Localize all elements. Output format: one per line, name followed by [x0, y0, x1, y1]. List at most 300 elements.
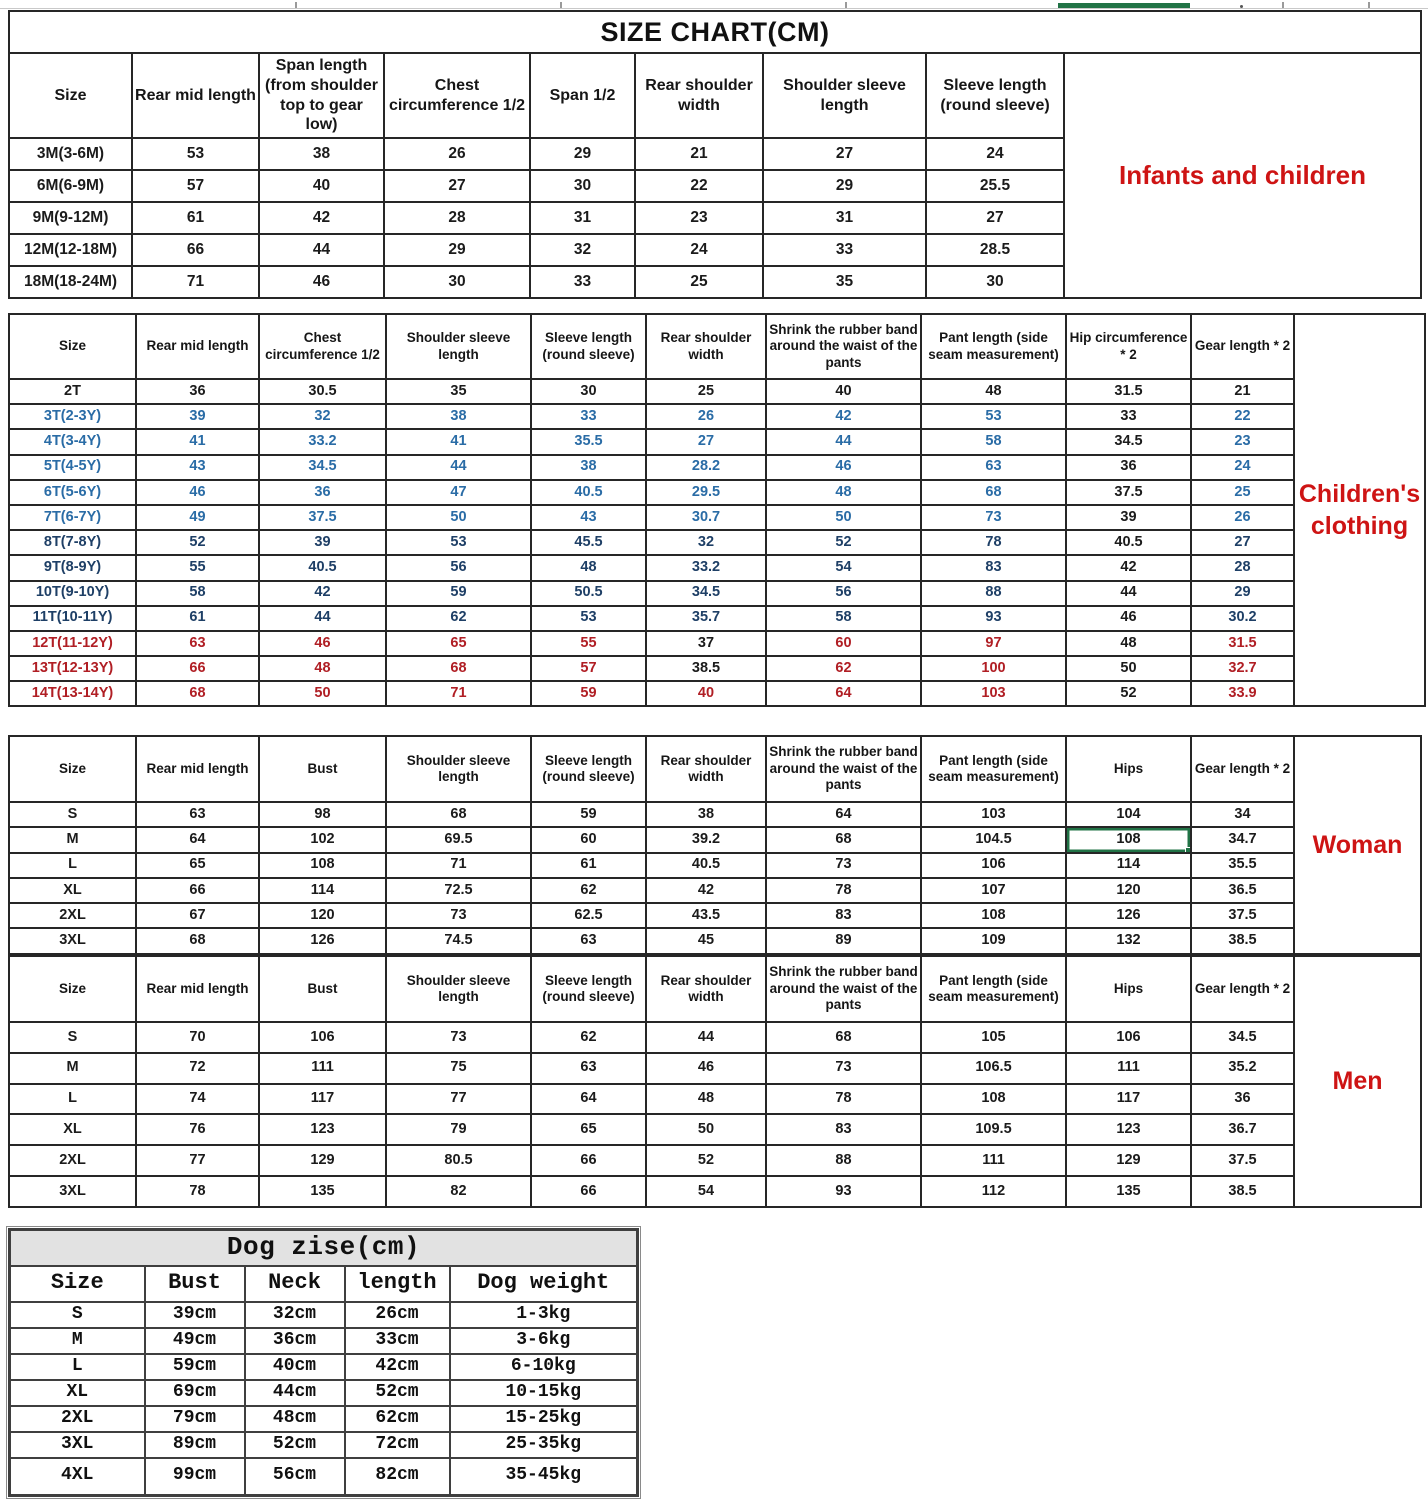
data-cell: 37 — [646, 631, 766, 656]
data-cell: 89 — [766, 928, 921, 953]
data-cell: 99cm — [145, 1458, 245, 1496]
data-cell: 1-3kg — [450, 1302, 638, 1328]
data-cell: 28.5 — [926, 234, 1064, 266]
data-cell: 68 — [386, 802, 531, 827]
table-row — [9, 530, 1425, 555]
header-row — [9, 956, 1421, 1022]
size-cell: 5T(4-5Y) — [9, 455, 136, 480]
data-cell: 33 — [530, 266, 635, 298]
data-cell: 59cm — [145, 1354, 245, 1380]
data-cell: 32cm — [245, 1302, 345, 1328]
column-header-cell: Rear shoulder width — [635, 53, 763, 138]
table-row — [9, 878, 1421, 903]
data-cell: 26 — [646, 404, 766, 429]
data-cell: 28 — [384, 202, 530, 234]
data-cell: 68 — [766, 827, 921, 852]
data-cell: 44 — [1066, 581, 1191, 606]
data-cell: 109 — [921, 928, 1066, 953]
data-cell: 35 — [386, 379, 531, 404]
table-row — [9, 480, 1425, 505]
data-cell: 106.5 — [921, 1053, 1066, 1084]
size-cell: 6T(5-6Y) — [9, 480, 136, 505]
data-cell: 29 — [384, 234, 530, 266]
header-row — [10, 1266, 638, 1302]
table-row — [10, 1354, 638, 1380]
data-cell: 78 — [136, 1176, 259, 1207]
data-cell: 38 — [531, 455, 646, 480]
data-cell: 36cm — [245, 1328, 345, 1354]
data-cell: 104 — [1066, 802, 1191, 827]
data-cell: 45.5 — [531, 530, 646, 555]
data-cell: 40.5 — [259, 555, 386, 580]
data-cell: 64 — [766, 681, 921, 706]
data-cell: 80.5 — [386, 1145, 531, 1176]
data-cell: 27 — [926, 202, 1064, 234]
column-gridline-tick — [1282, 2, 1284, 8]
group-label-men: Men — [1294, 956, 1421, 1207]
table-title-dog: Dog zise(cm) — [10, 1230, 638, 1266]
data-cell: 64 — [136, 827, 259, 852]
data-cell: 48 — [921, 379, 1066, 404]
size-cell: XL — [10, 1380, 145, 1406]
column-header-cell: Shoulder sleeve length — [386, 736, 531, 802]
data-cell: 114 — [259, 878, 386, 903]
size-cell: 10T(9-10Y) — [9, 581, 136, 606]
data-cell: 38 — [259, 138, 384, 170]
data-cell: 65 — [386, 631, 531, 656]
data-cell: 24 — [1191, 455, 1294, 480]
data-cell: 48 — [531, 555, 646, 580]
size-cell: 3T(2-3Y) — [9, 404, 136, 429]
data-cell: 106 — [259, 1022, 386, 1053]
column-header-cell: Size — [9, 956, 136, 1022]
size-cell: 6M(6-9M) — [9, 170, 132, 202]
data-cell: 36 — [1066, 455, 1191, 480]
size-cell: 2T — [9, 379, 136, 404]
data-cell: 76 — [136, 1114, 259, 1145]
data-cell: 46 — [136, 480, 259, 505]
column-header-cell: Sleeve length (round sleeve) — [531, 956, 646, 1022]
data-cell: 26cm — [345, 1302, 450, 1328]
data-cell: 15-25kg — [450, 1406, 638, 1432]
table-row — [10, 1406, 638, 1432]
data-cell: 126 — [1066, 903, 1191, 928]
size-cell: S — [10, 1302, 145, 1328]
table-row — [9, 1084, 1421, 1115]
data-cell: 78 — [766, 878, 921, 903]
data-cell: 39 — [259, 530, 386, 555]
data-cell: 44 — [259, 234, 384, 266]
data-cell: 39 — [136, 404, 259, 429]
table-row — [9, 1022, 1421, 1053]
table-row — [9, 1176, 1421, 1207]
data-cell: 129 — [1066, 1145, 1191, 1176]
data-cell: 42 — [646, 878, 766, 903]
table-row — [9, 505, 1425, 530]
data-cell: 43.5 — [646, 903, 766, 928]
column-header-cell: Size — [10, 1266, 145, 1302]
column-header-cell: Shrink the rubber band around the waist of the pants — [766, 956, 921, 1022]
size-cell: M — [10, 1328, 145, 1354]
data-cell: 43 — [531, 505, 646, 530]
column-header-cell: Hip circumference * 2 — [1066, 314, 1191, 379]
data-cell: 66 — [132, 234, 259, 266]
data-cell: 68 — [766, 1022, 921, 1053]
size-cell: S — [9, 802, 136, 827]
column-header-cell: Sleeve length (round sleeve) — [531, 314, 646, 379]
column-header-cell: Chest circumference 1/2 — [384, 53, 530, 138]
data-cell: 37.5 — [1066, 480, 1191, 505]
data-cell: 47 — [386, 480, 531, 505]
header-row — [9, 736, 1421, 802]
table-row — [10, 1328, 638, 1354]
size-cell: M — [9, 827, 136, 852]
data-cell: 49cm — [145, 1328, 245, 1354]
data-cell: 68 — [136, 928, 259, 953]
data-cell: 37.5 — [259, 505, 386, 530]
data-cell: 54 — [646, 1176, 766, 1207]
size-cell: 4T(3-4Y) — [9, 429, 136, 454]
data-cell: 40cm — [245, 1354, 345, 1380]
data-cell: 135 — [259, 1176, 386, 1207]
data-cell: 108 — [1066, 827, 1191, 852]
data-cell: 35.7 — [646, 606, 766, 631]
column-header-cell: Neck — [245, 1266, 345, 1302]
data-cell: 42 — [259, 581, 386, 606]
data-cell: 35.5 — [1191, 853, 1294, 878]
data-cell: 52 — [646, 1145, 766, 1176]
data-cell: 50 — [646, 1114, 766, 1145]
data-cell: 89cm — [145, 1432, 245, 1458]
header-row — [9, 53, 1421, 138]
data-cell: 58 — [136, 581, 259, 606]
data-cell: 66 — [531, 1145, 646, 1176]
data-cell: 46 — [259, 631, 386, 656]
data-cell: 71 — [386, 681, 531, 706]
data-cell: 103 — [921, 681, 1066, 706]
data-cell: 31.5 — [1066, 379, 1191, 404]
data-cell: 31 — [763, 202, 926, 234]
data-cell: 106 — [921, 853, 1066, 878]
column-header-cell: length — [345, 1266, 450, 1302]
data-cell: 88 — [766, 1145, 921, 1176]
data-cell: 79 — [386, 1114, 531, 1145]
data-cell: 43 — [136, 455, 259, 480]
column-header-cell: Bust — [145, 1266, 245, 1302]
size-cell: S — [9, 1022, 136, 1053]
data-cell: 69cm — [145, 1380, 245, 1406]
data-cell: 48cm — [245, 1406, 345, 1432]
data-cell: 59 — [386, 581, 531, 606]
data-cell: 34 — [1191, 802, 1294, 827]
column-header-cell: Rear shoulder width — [646, 314, 766, 379]
column-header-cell: Shoulder sleeve length — [386, 314, 531, 379]
data-cell: 36 — [1191, 1084, 1294, 1115]
data-cell: 46 — [646, 1053, 766, 1084]
data-cell: 34.5 — [1191, 1022, 1294, 1053]
data-cell: 56cm — [245, 1458, 345, 1496]
data-cell: 48 — [1066, 631, 1191, 656]
data-cell: 39 — [1066, 505, 1191, 530]
size-cell: XL — [9, 878, 136, 903]
column-header-cell: Rear shoulder width — [646, 736, 766, 802]
size-cell: L — [10, 1354, 145, 1380]
table-row — [9, 606, 1425, 631]
data-cell: 44 — [386, 455, 531, 480]
data-cell: 42cm — [345, 1354, 450, 1380]
data-cell: 29 — [763, 170, 926, 202]
data-cell: 73 — [766, 1053, 921, 1084]
table-row — [9, 429, 1425, 454]
data-cell: 38.5 — [1191, 928, 1294, 953]
table-row — [9, 1053, 1421, 1084]
table-row — [10, 1380, 638, 1406]
data-cell: 109.5 — [921, 1114, 1066, 1145]
data-cell: 82 — [386, 1176, 531, 1207]
data-cell: 24 — [635, 234, 763, 266]
column-header-cell: Rear shoulder width — [646, 956, 766, 1022]
table-row — [10, 1302, 638, 1328]
size-cell: 4XL — [10, 1458, 145, 1496]
data-cell: 57 — [531, 656, 646, 681]
data-cell: 41 — [136, 429, 259, 454]
data-cell: 106 — [1066, 1022, 1191, 1053]
group-label-women: Woman — [1294, 736, 1421, 954]
data-cell: 10-15kg — [450, 1380, 638, 1406]
column-header-cell: Gear length * 2 — [1191, 314, 1294, 379]
column-header-cell: Shoulder sleeve length — [386, 956, 531, 1022]
data-cell: 41 — [386, 429, 531, 454]
table-row — [9, 903, 1421, 928]
table-row — [9, 555, 1425, 580]
data-cell: 22 — [635, 170, 763, 202]
column-header-cell: Sleeve length (round sleeve) — [531, 736, 646, 802]
data-cell: 26 — [384, 138, 530, 170]
data-cell: 62 — [531, 1022, 646, 1053]
data-cell: 32 — [259, 404, 386, 429]
data-cell: 123 — [259, 1114, 386, 1145]
data-cell: 42 — [1066, 555, 1191, 580]
data-cell: 38 — [646, 802, 766, 827]
size-cell: 3M(3-6M) — [9, 138, 132, 170]
data-cell: 53 — [921, 404, 1066, 429]
data-cell: 40 — [646, 681, 766, 706]
data-cell: 22 — [1191, 404, 1294, 429]
size-cell: 3XL — [10, 1432, 145, 1458]
selected-column-indicator — [1058, 3, 1190, 8]
data-cell: 45 — [646, 928, 766, 953]
table-row — [9, 802, 1421, 827]
data-cell: 35-45kg — [450, 1458, 638, 1496]
data-cell: 33 — [531, 404, 646, 429]
data-cell: 27 — [1191, 530, 1294, 555]
size-cell: 13T(12-13Y) — [9, 656, 136, 681]
data-cell: 67 — [136, 903, 259, 928]
data-cell: 33cm — [345, 1328, 450, 1354]
column-header-cell: Size — [9, 736, 136, 802]
column-gridline-tick — [1368, 2, 1370, 8]
data-cell: 27 — [384, 170, 530, 202]
sheet-top-strip — [0, 0, 1428, 9]
column-header-cell: Size — [9, 314, 136, 379]
data-cell: 48 — [766, 480, 921, 505]
column-header-cell: Span length (from shoulder top to gear low) — [259, 53, 384, 138]
data-cell: 62 — [766, 656, 921, 681]
group-label-children: Children's clothing — [1294, 314, 1425, 706]
table-row — [9, 631, 1425, 656]
data-cell: 28 — [1191, 555, 1294, 580]
size-cell: 8T(7-8Y) — [9, 530, 136, 555]
column-header-cell: Rear mid length — [136, 956, 259, 1022]
data-cell: 38.5 — [1191, 1176, 1294, 1207]
size-cell: 2XL — [9, 903, 136, 928]
data-cell: 34.7 — [1191, 827, 1294, 852]
data-cell: 117 — [1066, 1084, 1191, 1115]
data-cell: 71 — [386, 853, 531, 878]
data-cell: 107 — [921, 878, 1066, 903]
column-header-cell: Sleeve length (round sleeve) — [926, 53, 1064, 138]
data-cell: 60 — [766, 631, 921, 656]
data-cell: 111 — [921, 1145, 1066, 1176]
data-cell: 46 — [1066, 606, 1191, 631]
data-cell: 44cm — [245, 1380, 345, 1406]
column-header-cell: Pant length (side seam measurement) — [921, 736, 1066, 802]
data-cell: 117 — [259, 1084, 386, 1115]
data-cell: 55 — [136, 555, 259, 580]
data-cell: 72 — [136, 1053, 259, 1084]
data-cell: 65 — [136, 853, 259, 878]
data-cell: 49 — [136, 505, 259, 530]
data-cell: 62 — [386, 606, 531, 631]
data-cell: 93 — [921, 606, 1066, 631]
data-cell: 52cm — [345, 1380, 450, 1406]
data-cell: 114 — [1066, 853, 1191, 878]
data-cell: 33.9 — [1191, 681, 1294, 706]
data-cell: 34.5 — [259, 455, 386, 480]
data-cell: 83 — [766, 903, 921, 928]
column-header-cell: Shrink the rubber band around the waist of the pants — [766, 736, 921, 802]
data-cell: 88 — [921, 581, 1066, 606]
data-cell: 52cm — [245, 1432, 345, 1458]
data-cell: 108 — [921, 903, 1066, 928]
data-cell: 70 — [136, 1022, 259, 1053]
data-cell: 29 — [1191, 581, 1294, 606]
data-cell: 62cm — [345, 1406, 450, 1432]
size-cell: 12T(11-12Y) — [9, 631, 136, 656]
data-cell: 29 — [530, 138, 635, 170]
column-header-cell: Hips — [1066, 736, 1191, 802]
table-title-infants: SIZE CHART(CM) — [9, 11, 1421, 53]
table-row — [9, 928, 1421, 953]
column-gridline-tick — [560, 2, 562, 8]
data-cell: 30 — [530, 170, 635, 202]
data-cell: 98 — [259, 802, 386, 827]
data-cell: 21 — [635, 138, 763, 170]
data-cell: 25 — [1191, 480, 1294, 505]
data-cell: 62 — [531, 878, 646, 903]
data-cell: 73 — [386, 1022, 531, 1053]
data-cell: 36.5 — [1191, 878, 1294, 903]
data-cell: 64 — [766, 802, 921, 827]
data-cell: 59 — [531, 681, 646, 706]
data-cell: 52 — [1066, 681, 1191, 706]
table-row — [9, 853, 1421, 878]
size-table-women — [8, 735, 1422, 955]
data-cell: 50 — [766, 505, 921, 530]
column-header-cell: Rear mid length — [136, 736, 259, 802]
data-cell: 53 — [531, 606, 646, 631]
data-cell: 23 — [635, 202, 763, 234]
column-header-cell: Bust — [259, 956, 386, 1022]
data-cell: 23 — [1191, 429, 1294, 454]
size-cell: L — [9, 853, 136, 878]
data-cell: 40 — [259, 170, 384, 202]
data-cell: 25.5 — [926, 170, 1064, 202]
size-table-dog — [8, 1228, 639, 1497]
column-header-cell: Size — [9, 53, 132, 138]
data-cell: 69.5 — [386, 827, 531, 852]
size-cell: 3XL — [9, 928, 136, 953]
data-cell: 31.5 — [1191, 631, 1294, 656]
size-table-infants — [8, 10, 1422, 299]
data-cell: 66 — [136, 878, 259, 903]
data-cell: 35 — [763, 266, 926, 298]
size-cell: 2XL — [9, 1145, 136, 1176]
column-header-cell: Pant length (side seam measurement) — [921, 314, 1066, 379]
column-header-cell: Dog weight — [450, 1266, 638, 1302]
data-cell: 6-10kg — [450, 1354, 638, 1380]
data-cell: 74.5 — [386, 928, 531, 953]
data-cell: 38 — [386, 404, 531, 429]
data-cell: 111 — [259, 1053, 386, 1084]
data-cell: 75 — [386, 1053, 531, 1084]
data-cell: 24 — [926, 138, 1064, 170]
data-cell: 83 — [921, 555, 1066, 580]
data-cell: 56 — [386, 555, 531, 580]
data-cell: 44 — [259, 606, 386, 631]
data-cell: 63 — [136, 802, 259, 827]
column-header-cell: Gear length * 2 — [1191, 956, 1294, 1022]
data-cell: 61 — [132, 202, 259, 234]
data-cell: 33 — [1066, 404, 1191, 429]
data-cell: 34.5 — [646, 581, 766, 606]
data-cell: 30 — [384, 266, 530, 298]
data-cell: 123 — [1066, 1114, 1191, 1145]
data-cell: 58 — [921, 429, 1066, 454]
data-cell: 100 — [921, 656, 1066, 681]
size-cell: 14T(13-14Y) — [9, 681, 136, 706]
column-header-cell: Gear length * 2 — [1191, 736, 1294, 802]
data-cell: 40.5 — [1066, 530, 1191, 555]
data-cell: 63 — [921, 455, 1066, 480]
data-cell: 42 — [259, 202, 384, 234]
size-cell: L — [9, 1084, 136, 1115]
data-cell: 78 — [766, 1084, 921, 1115]
data-cell: 50 — [1066, 656, 1191, 681]
data-cell: 27 — [763, 138, 926, 170]
data-cell: 30 — [531, 379, 646, 404]
column-gridline-tick — [845, 2, 847, 8]
data-cell: 44 — [766, 429, 921, 454]
data-cell: 56 — [766, 581, 921, 606]
data-cell: 68 — [136, 681, 259, 706]
data-cell: 72cm — [345, 1432, 450, 1458]
column-gridline-tick — [295, 2, 297, 8]
table-row — [9, 455, 1425, 480]
data-cell: 68 — [921, 480, 1066, 505]
data-cell: 32 — [646, 530, 766, 555]
data-cell: 132 — [1066, 928, 1191, 953]
